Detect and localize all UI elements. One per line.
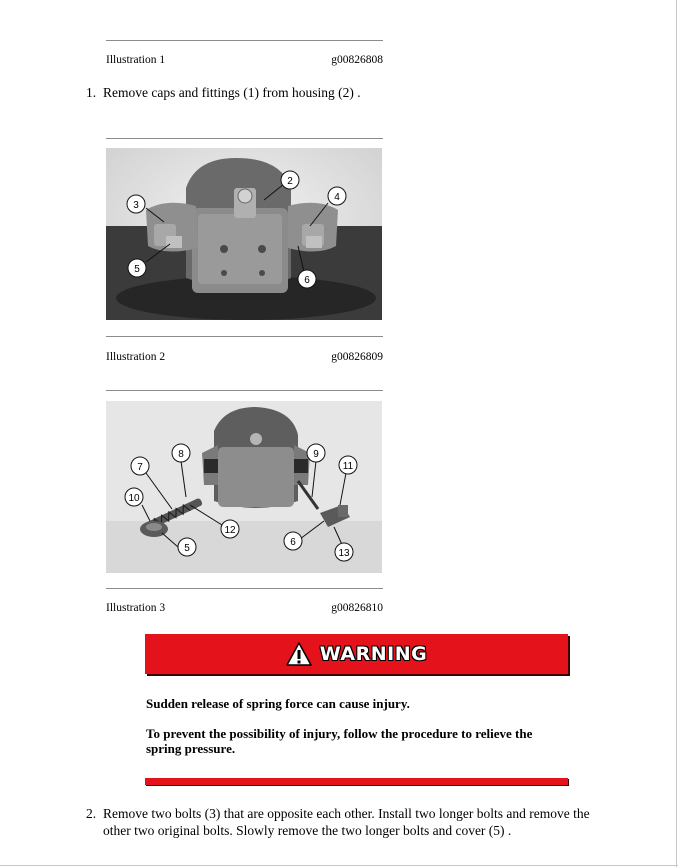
warning-footer-bar — [145, 778, 568, 785]
callout-label: 5 — [134, 264, 140, 275]
callout-label: 7 — [137, 462, 143, 473]
page-border — [676, 0, 677, 867]
callout-label: 11 — [342, 461, 354, 472]
caption-rule — [106, 138, 383, 139]
warning-title: WARNING — [319, 643, 428, 665]
warning-line-1: Sudden release of spring force can cause injury. — [146, 696, 410, 711]
illustration-3-label: Illustration 3 — [106, 602, 166, 614]
caption-rule — [106, 588, 383, 589]
step-text-line-2: other two original bolts. Slowly remove the two longer bolts and cover (5) . — [103, 823, 512, 838]
caption-rule — [106, 336, 383, 337]
illustration-1-id: g00826808 — [331, 54, 383, 66]
illustration-2-id: g00826809 — [331, 351, 383, 363]
callout-label: 2 — [287, 176, 293, 187]
caption-rule — [106, 390, 383, 391]
illustration-1-label: Illustration 1 — [106, 54, 166, 66]
callout-label: 5 — [184, 543, 190, 554]
callout-label: 10 — [128, 493, 140, 504]
illustration-3-id: g00826810 — [331, 602, 383, 614]
step-number: 2. — [86, 806, 97, 821]
callout-label: 3 — [133, 200, 139, 211]
step-2 — [86, 805, 646, 841]
callout-label: 13 — [338, 548, 350, 559]
warning-triangle-icon — [286, 642, 312, 666]
step-text-line-1: Remove two bolts (3) that are opposite each other. Install two longer bolts and remove the — [103, 806, 590, 821]
callout-label: 8 — [178, 449, 184, 460]
callout-label: 12 — [224, 525, 236, 536]
illustration-2-label: Illustration 2 — [106, 351, 166, 363]
step-number: 1. — [86, 85, 97, 100]
warning-line-2b: spring pressure. — [146, 741, 236, 756]
caption-rule — [106, 40, 383, 41]
page-border — [0, 865, 678, 866]
callout-label: 6 — [290, 537, 296, 548]
callout-label: 9 — [313, 449, 319, 460]
illustration-2-photo — [106, 148, 382, 320]
warning-banner — [145, 634, 568, 674]
callout-label: 6 — [304, 275, 310, 286]
callout-label: 4 — [334, 192, 340, 203]
illustration-3-photo — [106, 401, 382, 573]
warning-line-2a: To prevent the possibility of injury, follow the procedure to relieve the — [146, 726, 533, 741]
step-text: Remove caps and fittings (1) from housing (2) . — [103, 85, 361, 100]
